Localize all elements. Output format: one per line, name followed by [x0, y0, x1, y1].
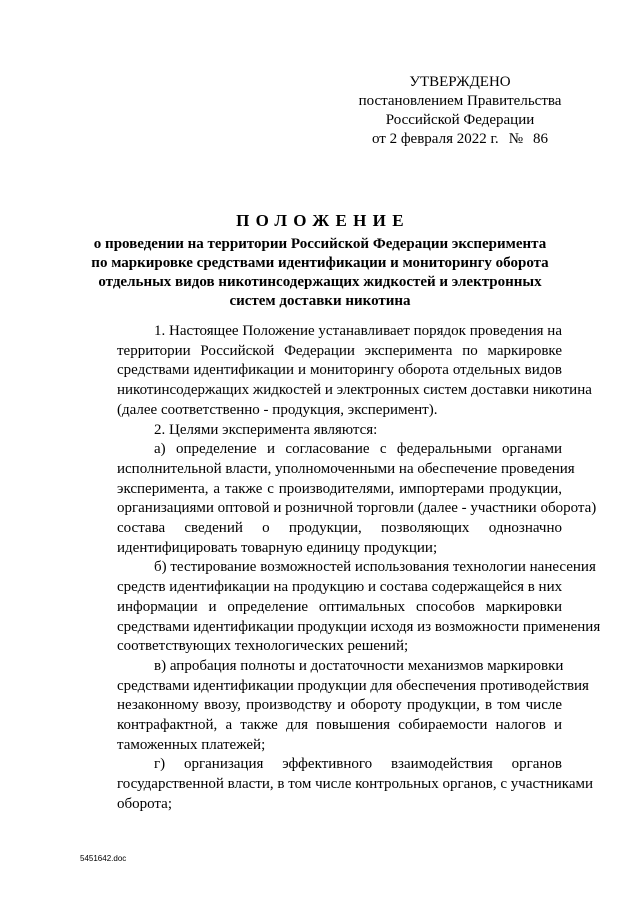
text-line: эксперимента, а также с производителями, импортерами продукции, [117, 480, 562, 497]
text-line: б) тестирование возможностей использования технологии нанесения [154, 559, 596, 576]
text-line: (далее соответственно - продукция, эксперимент). [117, 401, 438, 418]
document-title: ПОЛОЖЕНИЕ [236, 211, 410, 230]
text-line: идентифицировать товарную единицу продукции; [117, 539, 438, 556]
text-line: таможенных платежей; [117, 736, 266, 753]
paragraph-2g [80, 755, 594, 814]
subtitle-line: по маркировке средствами идентификации и мониторингу оборота [91, 255, 549, 271]
text-line: средствами идентификации продукции исходя из возможности применения [117, 618, 601, 635]
subtitle-line: отдельных видов никотинсодержащих жидкостей и электронных [98, 274, 542, 290]
text-line: 1. Настоящее Положение устанавливает порядок проведения на [154, 323, 562, 339]
text-line: исполнительной власти, уполномоченными на обеспечение проведения [117, 460, 575, 477]
text-line: территории Российской Федерации эксперимента по маркировке [117, 342, 562, 359]
subtitle-line: о проведении на территории Российской Федерации эксперимента [93, 236, 547, 252]
approval-number: 86 [533, 131, 548, 147]
text-line: государственной власти, в том числе контрольных органов, с участниками [117, 776, 594, 793]
paragraph-2b [80, 558, 601, 657]
paragraph-2a [80, 440, 597, 558]
text-line: организациями оптовой и розничной торговли (далее - участники оборота) [117, 500, 597, 517]
paragraph-2v [80, 657, 589, 756]
subtitle-line: систем доставки никотина [229, 293, 411, 309]
text-line: оборота; [117, 795, 172, 812]
text-line: а) определение и согласование с федеральными органами [154, 441, 562, 458]
text-line: состава сведений о продукции, позволяющих однозначно [117, 520, 562, 537]
text-line: средствами идентификации продукции для обеспечения противодействия [117, 677, 589, 694]
text-line: информации и определение оптимальных способов маркировки [117, 598, 562, 615]
paragraph-2 [80, 421, 562, 441]
text-line: г) организация эффективного взаимодействия органов [154, 756, 562, 773]
approval-number-sign: № [508, 131, 523, 147]
approval-issuer: постановлением Правительства [358, 93, 562, 109]
text-line: средств идентификации на продукцию и состава содержащейся в них [117, 579, 563, 596]
approval-date-number [352, 130, 568, 149]
text-line: средствами идентификации и мониторингу оборота отдельных видов [117, 362, 562, 379]
approval-issuer-country: Российской Федерации [385, 112, 535, 128]
text-line: в) апробация полноты и достаточности механизмов маркировки [154, 657, 564, 674]
text-line: незаконному ввозу, производству и обороту продукции, в том числе [117, 697, 562, 714]
approval-stamp [352, 73, 568, 149]
file-name-footer: 5451642.doc [80, 854, 127, 863]
text-line: 2. Целями эксперимента являются: [154, 421, 378, 438]
document-body [80, 322, 601, 815]
paragraph-1 [80, 322, 592, 421]
text-line: соответствующих технологических решений; [117, 638, 409, 655]
approval-date: от 2 февраля 2022 г. [371, 131, 499, 147]
document-subtitle [0, 235, 640, 311]
text-line: контрафактной, а также для повышения собираемости налогов и [117, 717, 562, 734]
approval-heading: УТВЕРЖДЕНО [409, 74, 511, 90]
text-line: никотинсодержащих жидкостей и электронных систем доставки никотина [117, 382, 592, 399]
